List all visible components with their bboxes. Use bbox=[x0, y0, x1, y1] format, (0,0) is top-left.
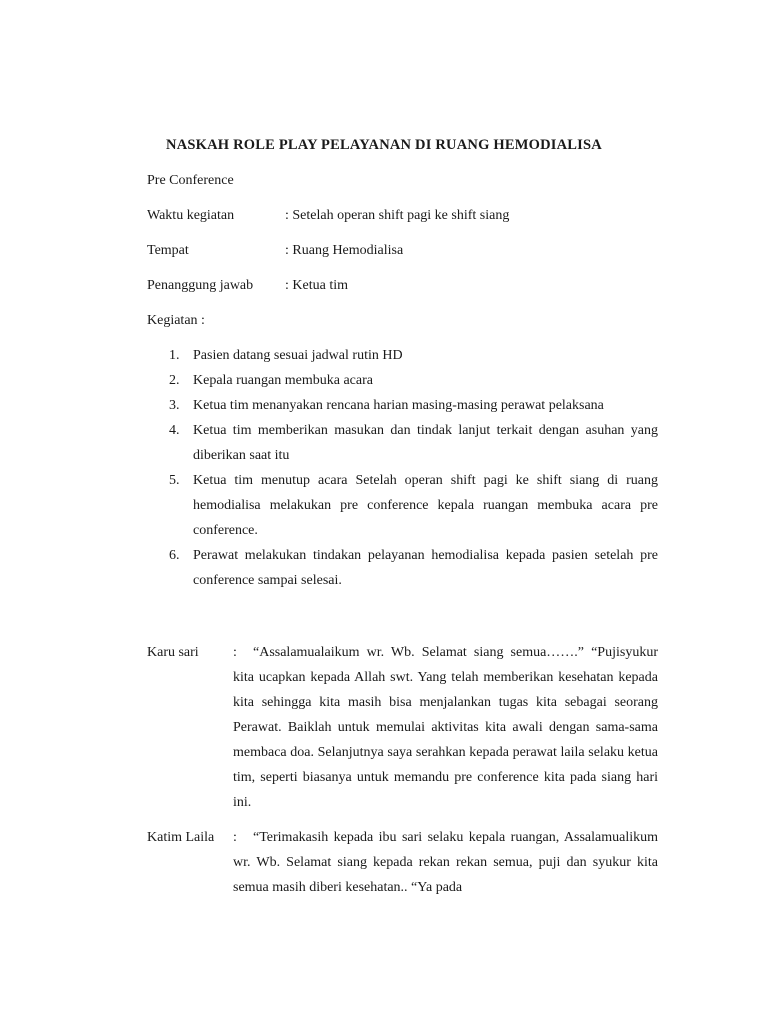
speech-text-karu bbox=[233, 640, 658, 815]
document-title: NASKAH ROLE PLAY PELAYANAN DI RUANG HEMODIALISA bbox=[166, 137, 602, 153]
speech-paragraph: “Terimakasih kepada ibu sari selaku kepala ruangan, Assalamualikum wr. Wb. Selamat siang kepada rekan rekan semua, puji dan syukur kita semua masih diberi kesehatan.. “Ya pada bbox=[233, 830, 658, 895]
field-value-tempat: : Ruang Hemodialisa bbox=[285, 243, 404, 258]
list-item-number: 1. bbox=[169, 348, 180, 363]
list-item-text: Perawat melakukan tindakan pelayanan hemodialisa kepada pasien setelah pre conference sampai selesai. bbox=[193, 548, 658, 588]
list-item-text: Ketua tim menutup acara Setelah operan shift pagi ke shift siang di ruang hemodialisa melakukan pre conference kepala ruangan membuka acara pre conference. bbox=[193, 473, 658, 538]
speech-paragraph: “Assalamualaikum wr. Wb. Selamat siang semua…….” “Pujisyukur kita ucapkan kepada Allah swt. Yang telah memberikan kesehatan kepada kita sehingga kita masih bisa menjalankan tugas kita sebagai seorang Perawat. Baiklah untuk memulai aktivitas kita awali dengan sama-sama membaca doa. Selanjutnya saya serahkan kepada perawat laila selaku ketua tim, seperti biasanya untuk memandu pre conference kita pada siang hari ini. bbox=[233, 645, 658, 810]
list-item-text: Kepala ruangan membuka acara bbox=[193, 373, 373, 388]
speaker-colon: : bbox=[233, 830, 237, 845]
speech-text-katim bbox=[233, 825, 658, 900]
list-item-number: 5. bbox=[169, 473, 180, 488]
list-item-number: 4. bbox=[169, 423, 180, 438]
list-item-text: Pasien datang sesuai jadwal rutin HD bbox=[193, 348, 403, 363]
field-label-waktu: Waktu kegiatan bbox=[147, 208, 235, 223]
kegiatan-heading: Kegiatan : bbox=[147, 313, 205, 328]
list-item-number: 2. bbox=[169, 373, 180, 388]
list-item-number: 6. bbox=[169, 548, 180, 563]
list-item-text: Ketua tim menanyakan rencana harian masing-masing perawat pelaksana bbox=[193, 398, 604, 413]
field-label-penanggung-jawab: Penanggung jawab bbox=[147, 278, 254, 293]
speaker-name-karu: Karu sari bbox=[147, 645, 199, 660]
list-item-text: Ketua tim memberikan masukan dan tindak lanjut terkait dengan asuhan yang diberikan saat itu bbox=[193, 423, 658, 463]
list-item-number: 3. bbox=[169, 398, 180, 413]
field-label-tempat: Tempat bbox=[147, 243, 189, 258]
field-value-penanggung-jawab: : Ketua tim bbox=[285, 278, 348, 293]
speaker-colon: : bbox=[233, 645, 237, 660]
section-heading: Pre Conference bbox=[147, 173, 234, 188]
speaker-name-katim: Katim Laila bbox=[147, 830, 215, 845]
field-value-waktu: : Setelah operan shift pagi ke shift siang bbox=[285, 208, 510, 223]
